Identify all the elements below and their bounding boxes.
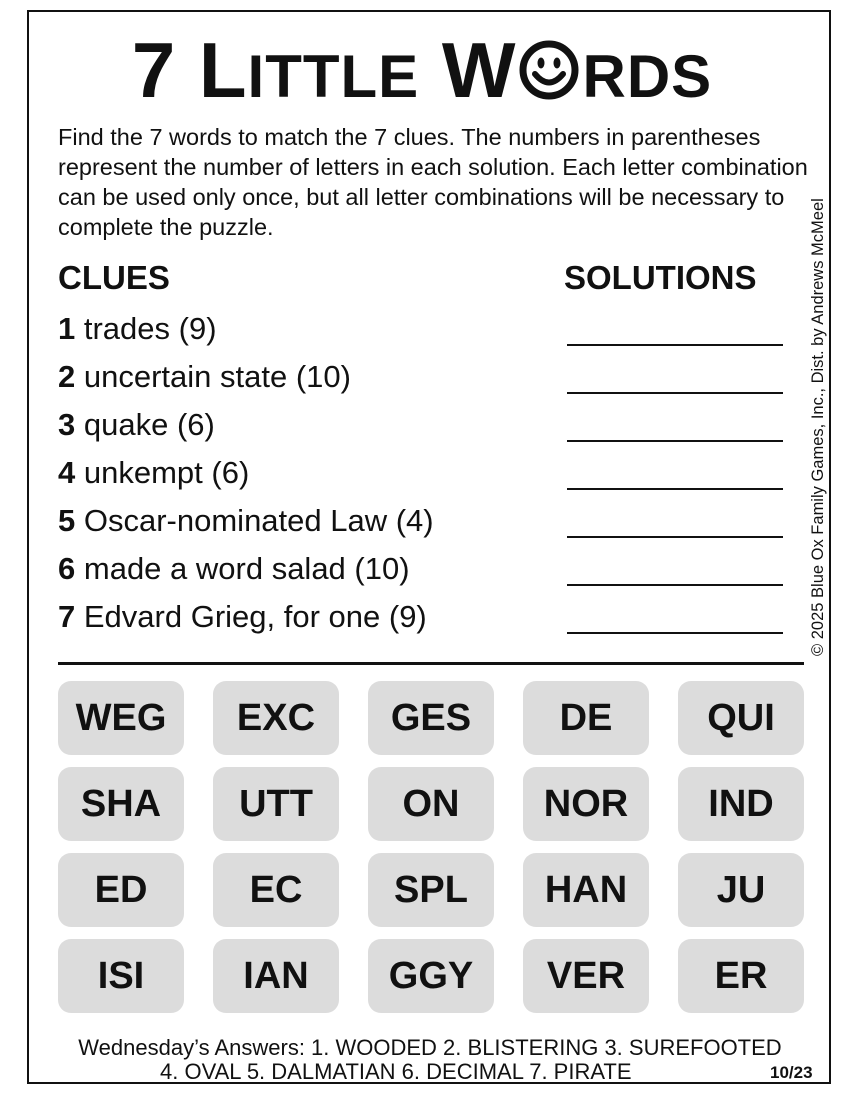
solution-blank-7[interactable]	[567, 632, 783, 634]
clue-number: 1	[58, 311, 76, 346]
letter-tile[interactable]: IND	[678, 767, 804, 841]
clue-number: 7	[58, 599, 76, 634]
letter-tile[interactable]: IAN	[213, 939, 339, 1013]
clues-header: CLUES	[58, 259, 170, 296]
clue-text: Edvard Grieg, for one (9)	[83, 599, 427, 634]
smiley-icon	[518, 39, 580, 101]
letter-tile[interactable]: ED	[58, 853, 184, 927]
solutions-header: SOLUTIONS	[564, 259, 757, 296]
copyright-credit: © 2025 Blue Ox Family Games, Inc., Dist. by Andrews McMeel	[809, 198, 827, 656]
solution-blank-6[interactable]	[567, 584, 783, 586]
letter-tile[interactable]: NOR	[523, 767, 649, 841]
clue-2	[58, 358, 351, 396]
clue-7	[58, 598, 427, 636]
letter-tile[interactable]: HAN	[523, 853, 649, 927]
clue-text: Oscar-nominated Law (4)	[83, 503, 434, 538]
clue-text: made a word salad (10)	[83, 551, 410, 586]
solution-blank-3[interactable]	[567, 440, 783, 442]
puzzle-title: 7 LITTLE W RDS	[131, 26, 713, 114]
clue-number: 4	[58, 455, 76, 490]
letter-tile[interactable]: WEG	[58, 681, 184, 755]
letter-tile[interactable]: ON	[368, 767, 494, 841]
clue-4	[58, 454, 249, 492]
letter-tile[interactable]: GGY	[368, 939, 494, 1013]
clue-text: quake (6)	[83, 407, 215, 442]
solution-blank-1[interactable]	[567, 344, 783, 346]
puzzle-date: 10/23	[770, 1063, 813, 1082]
solution-blank-2[interactable]	[567, 392, 783, 394]
clue-number: 5	[58, 503, 76, 538]
clue-text: trades (9)	[83, 311, 217, 346]
letter-tile[interactable]: DE	[523, 681, 649, 755]
letter-tile[interactable]: ER	[678, 939, 804, 1013]
letter-tile[interactable]: EC	[213, 853, 339, 927]
letter-tile[interactable]: SHA	[58, 767, 184, 841]
letter-tile[interactable]: EXC	[213, 681, 339, 755]
letter-tile[interactable]: VER	[523, 939, 649, 1013]
clue-5	[58, 502, 434, 540]
letter-tile[interactable]: JU	[678, 853, 804, 927]
letter-tile[interactable]: ISI	[58, 939, 184, 1013]
previous-answers-line1: Wednesday’s Answers: 1. WOODED 2. BLISTERING 3. SUREFOOTED	[78, 1035, 782, 1060]
clue-number: 6	[58, 551, 76, 586]
previous-answers-line2: 4. OVAL 5. DALMATIAN 6. DECIMAL 7. PIRATE	[160, 1059, 632, 1084]
divider	[58, 662, 804, 665]
solution-blank-4[interactable]	[567, 488, 783, 490]
clue-number: 2	[58, 359, 76, 394]
clue-text: unkempt (6)	[83, 455, 250, 490]
instructions: Find the 7 words to match the 7 clues. The numbers in parentheses represent the number of letters in each solution. Each letter combination can be used only once, but all letter combinations will be necessary to complete the puzzle.	[58, 124, 808, 240]
clue-number: 3	[58, 407, 76, 442]
letter-tile[interactable]: QUI	[678, 681, 804, 755]
letter-tile[interactable]: GES	[368, 681, 494, 755]
clue-1	[58, 310, 217, 348]
clue-6	[58, 550, 410, 588]
letter-tile[interactable]: SPL	[368, 853, 494, 927]
letter-tile[interactable]: UTT	[213, 767, 339, 841]
solution-blank-5[interactable]	[567, 536, 783, 538]
clue-3	[58, 406, 215, 444]
clue-text: uncertain state (10)	[83, 359, 351, 394]
